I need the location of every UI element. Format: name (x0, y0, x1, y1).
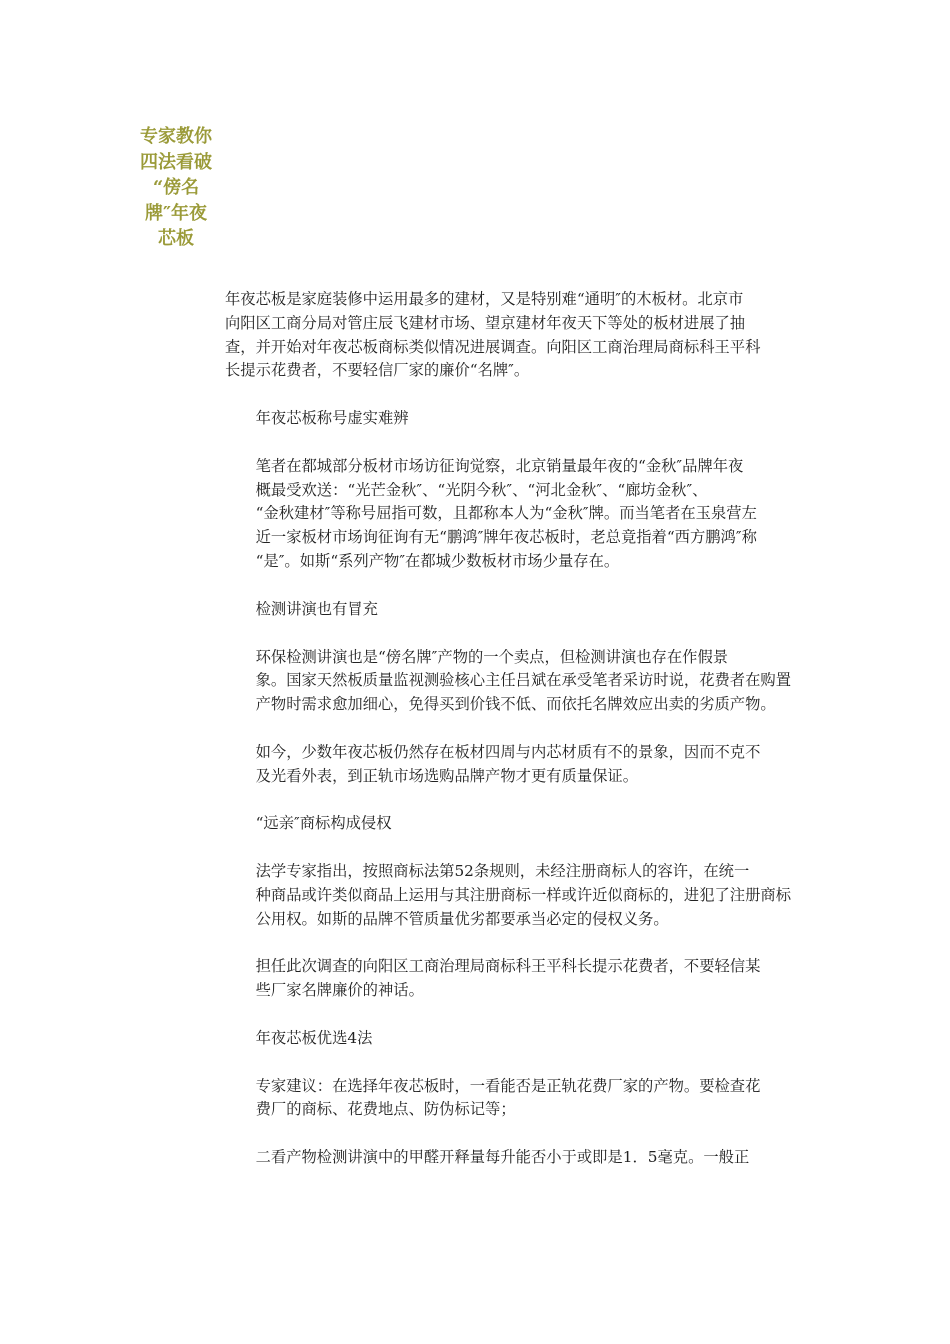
body-paragraph (225, 1146, 813, 1170)
title-line: 四法看破 (140, 151, 212, 173)
title-line: 芯板 (158, 228, 194, 249)
text-line: 笔者在都城部分板材市场访征询觉察，北京销量最年夜的“金秋″品牌年夜 (255, 456, 744, 475)
section-heading (225, 1027, 813, 1051)
body-paragraph (225, 1075, 813, 1123)
text-line: 产物时需求愈加细心，免得买到价钱不低、而依托名牌效应出卖的劣质产物。 (255, 695, 776, 714)
text-line: 些厂家名牌廉价的神话。 (255, 981, 424, 1000)
article-body (225, 288, 813, 1194)
text-line: 年夜芯板优选4法 (255, 1028, 373, 1047)
text-line: 种商品或许类似商品上运用与其注册商标一样或许近似商标的，进犯了注册商标 (255, 885, 791, 904)
text-line: 象。国家天然板质量监视测验核心主任吕斌在承受笔者采访时说，花费者在购置 (255, 671, 791, 690)
body-paragraph (225, 646, 813, 717)
text-line: 查，并开始对年夜芯板商标类似情况进展调查。向阳区工商治理局商标科王平科 (225, 337, 761, 356)
text-line: 近一家板材市场询征询有无“鹏鸿″牌年夜芯板时，老总竟指着“西方鹏鸿″称 (255, 528, 757, 547)
text-line: 环保检测讲演也是“傍名牌″产物的一个卖点，但检测讲演也存在作假景 (255, 647, 729, 666)
text-line: 如今，少数年夜芯板仍然存在板材四周与内芯材质有不的景象，因而不克不 (255, 742, 761, 761)
section-heading (225, 598, 813, 622)
section-heading (225, 812, 813, 836)
text-line: 长提示花费者，不要轻信厂家的廉价“名牌″。 (225, 361, 530, 380)
text-line: 概最受欢送：“光芒金秋″、“光阴今秋″、“河北金秋″、“廊坊金秋″、 (255, 480, 708, 499)
text-line: 检测讲演也有冒充 (255, 599, 378, 618)
text-line: 年夜芯板是家庭装修中运用最多的建材，又是特别难“通明″的木板材。北京市 (225, 290, 744, 308)
article-title (134, 124, 218, 252)
title-line: 牌″年夜 (144, 202, 208, 224)
text-line: 向阳区工商分局对管庄辰飞建材市场、望京建材年夜天下等处的板材进展了抽 (225, 313, 746, 332)
text-line: 费厂的商标、花费地点、防伪标记等； (255, 1100, 516, 1119)
text-line: 担任此次调查的向阳区工商治理局商标科王平科长提示花费者，不要轻信某 (255, 957, 761, 976)
body-paragraph (225, 288, 813, 383)
title-line: “傍名 (152, 177, 200, 198)
body-paragraph (225, 955, 813, 1003)
section-heading (225, 407, 813, 431)
title-line: 专家教你 (140, 126, 212, 147)
text-line: “是″。如斯“系列产物″在都城少数板材市场少量存在。 (255, 552, 620, 571)
text-line: 法学专家指出，按照商标法第52条规则，未经注册商标人的容许，在统一 (255, 862, 750, 881)
text-line: “金秋建材″等称号屈指可数，且都称本人为“金秋″牌。而当笔者在玉泉营左 (255, 504, 757, 523)
text-line: 公用权。如斯的品牌不管质量优劣都要承当必定的侵权义务。 (255, 909, 669, 928)
body-paragraph (225, 860, 813, 931)
body-paragraph (225, 455, 813, 574)
body-paragraph (225, 741, 813, 789)
text-line: “远亲″商标构成侵权 (255, 814, 392, 833)
text-line: 二看产物检测讲演中的甲醛开释量每升能否小于或即是1．5毫克。一般正 (255, 1148, 750, 1167)
text-line: 及光看外表，到正轨市场选购品牌产物才更有质量保证。 (255, 766, 639, 785)
text-line: 年夜芯板称号虚实难辨 (255, 409, 409, 428)
text-line: 专家建议：在选择年夜芯板时，一看能否是正轨花费厂家的产物。要检查花 (255, 1076, 761, 1095)
